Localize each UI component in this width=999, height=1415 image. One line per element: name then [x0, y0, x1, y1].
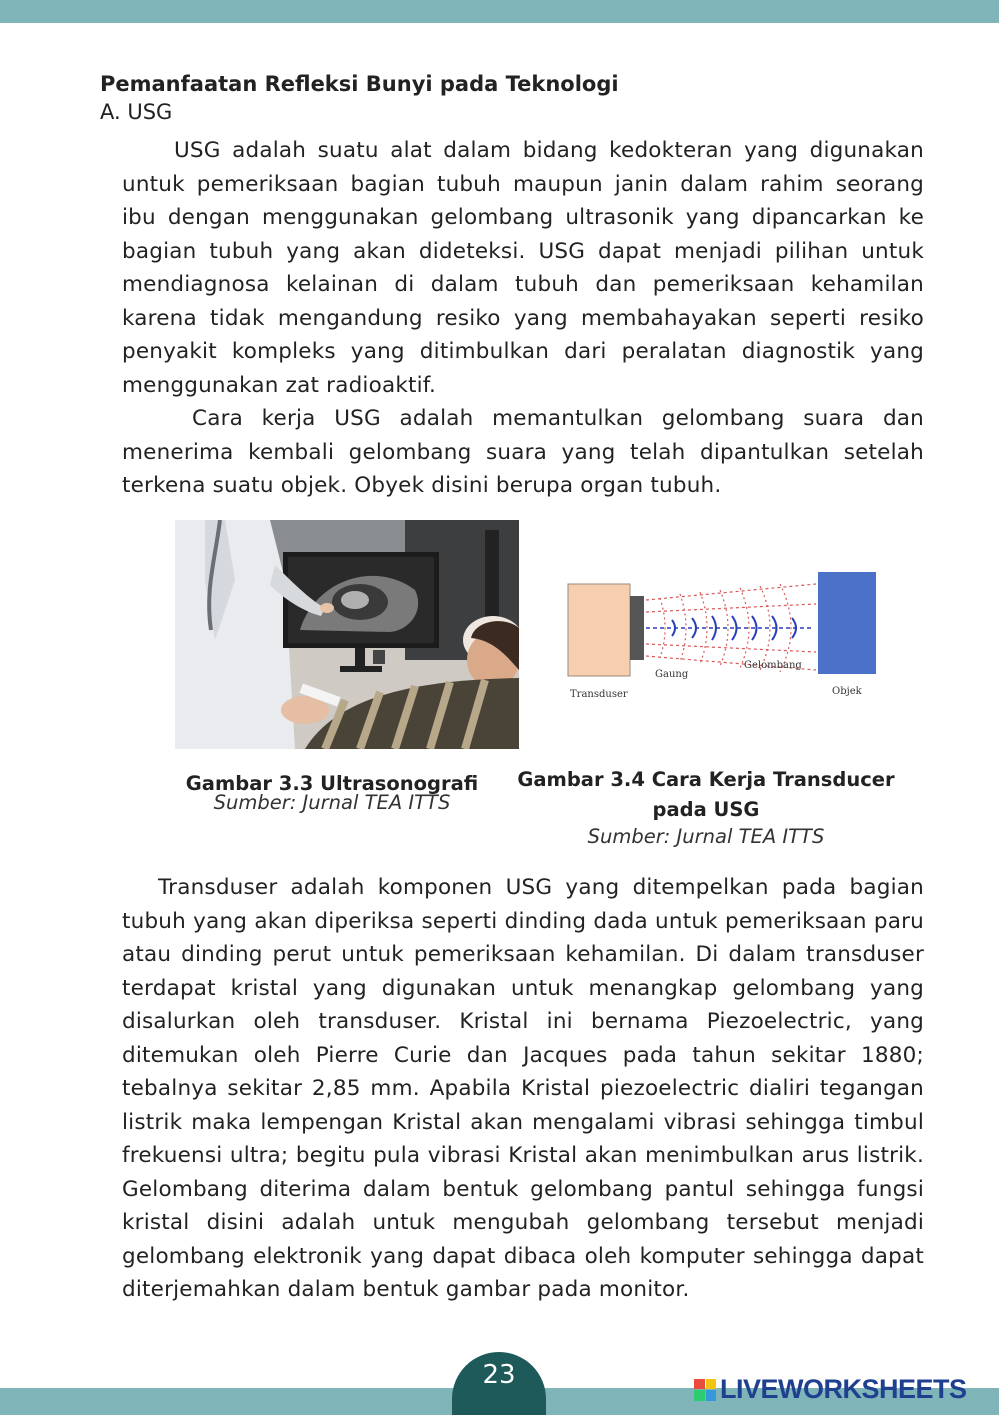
liveworksheets-logo[interactable] — [694, 1374, 967, 1405]
section-title: Pemanfaatan Refleksi Bunyi pada Teknologi — [100, 72, 619, 96]
figure-3-3-caption — [175, 772, 489, 814]
paragraph-usg-working: Cara kerja USG adalah memantulkan gelombang suara dan menerima kembali gelombang suara yang telah dipantulkan setelah terkena suatu objek. Obyek disini berupa organ tubuh. — [122, 406, 924, 498]
echo-lines — [646, 584, 816, 670]
transducer-block — [568, 584, 630, 676]
figure-3-4-caption — [506, 765, 906, 849]
label-object: Objek — [832, 686, 862, 697]
section-subtitle: A. USG — [100, 100, 173, 124]
paragraph-usg-definition: USG adalah suatu alat dalam bidang kedokteran yang digunakan untuk pemeriksaan bagian tubuh maupun janin dalam rahim seorang ibu dengan menggunakan gelombang ultrasonik yang dipancarkan ke bagian tubuh yang akan dideteksi. USG dapat menjadi pilihan untuk mendiagnosa kelainan di dalam tubuh dan pemeriksaan kehamilan karena tidak mengandung resiko yang membahayakan seperti resiko penyakit kompleks yang ditimbulkan dari peralatan diagnostik yang menggunakan zat radioaktif. — [122, 138, 924, 398]
figure-3-3-source: Sumber: Jurnal TEA ITTS — [213, 791, 451, 814]
liveworksheets-logo-icon — [694, 1379, 716, 1401]
figure-3-4-source: Sumber: Jurnal TEA ITTS — [587, 825, 825, 848]
figure-3-4-title-line2: pada USG — [652, 798, 760, 821]
label-transducer: Transduser — [570, 689, 628, 700]
top-band — [0, 0, 999, 23]
ultrasound-photo — [175, 520, 519, 749]
paragraph-transducer: Transduser adalah komponen USG yang ditempelkan pada bagian tubuh yang akan diperiksa seperti dinding dada untuk pemeriksaan paru atau dinding perut untuk pemeriksaan kehamilan. Di dalam transduser terdapat kristal yang digunakan untuk menangkap gelombang yang disalurkan oleh transduser. Kristal ini bernama Piezoelectric, yang ditemukan oleh Pierre Curie dan Jacques pada tahun sekitar 1880; tebalnya sekitar 2,85 mm. Apabila Kristal piezoelectric dialiri tegangan listrik maka lempengan Kristal akan mengalami vibrasi sehingga timbul frekuensi ultra; begitu pula vibrasi Kristal akan menimbulkan arus listrik. Gelombang diterima dalam bentuk gelombang pantul sehingga fungsi kristal disini adalah untuk mengubah gelombang tersebut menjadi gelombang elektronik yang dapat dibaca oleh komputer sehingga dapat diterjemahkan dalam bentuk gambar pada monitor. — [122, 875, 924, 1302]
brand-name: LIVEWORKSHEETS — [720, 1374, 967, 1404]
page-number: 23 — [482, 1360, 516, 1390]
label-wave: Gelombang — [744, 660, 802, 671]
label-echo: Gaung — [655, 669, 689, 680]
object-block — [818, 572, 876, 674]
transducer-diagram — [560, 560, 890, 710]
figure-3-3-title: Gambar 3.3 Ultrasonografi — [185, 772, 479, 795]
piezo-crystal — [630, 596, 644, 660]
figure-3-4-title-line1: Gambar 3.4 Cara Kerja Transducer — [517, 768, 895, 791]
